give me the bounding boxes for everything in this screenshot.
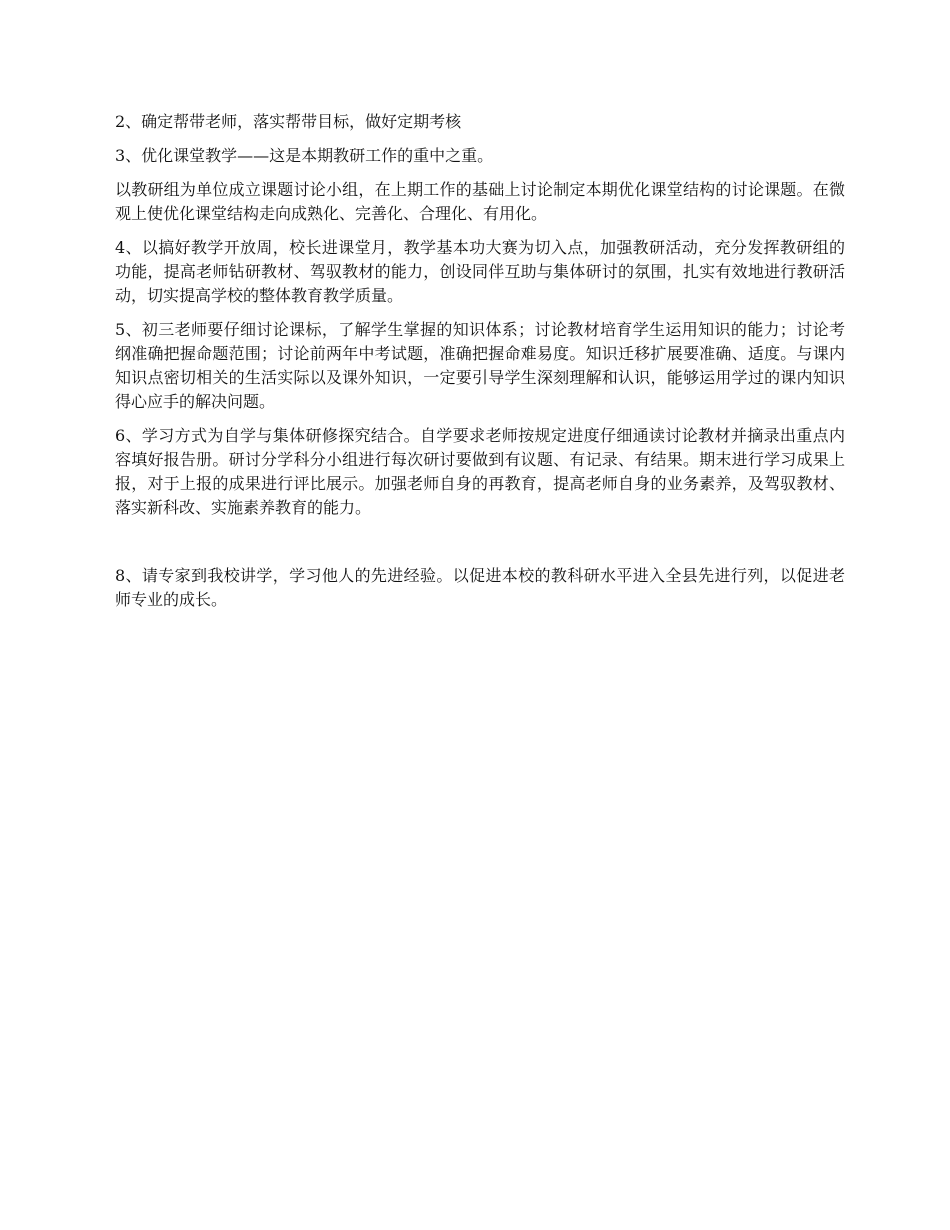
blank-gap	[115, 530, 845, 564]
paragraph-item-3: 3、优化课堂教学——这是本期教研工作的重中之重。	[115, 146, 494, 165]
document-page	[115, 110, 845, 622]
paragraph-item-6: 6、学习方式为自学与集体研修探究结合。自学要求老师按规定进度仔细通读讨论教材并摘录出重点内容填好报告册。研讨分学科分小组进行每次研讨要做到有议题、有记录、有结果。期末进行学习成果上报，对于上报的成果进行评比展示。加强老师自身的再教育，提高老师自身的业务素养，及驾驭教材、落实新科改、实施素养教育的能力。	[115, 426, 845, 517]
paragraph-item-5: 5、初三老师要仔细讨论课标，了解学生掌握的知识体系；讨论教材培育学生运用知识的能力；讨论考纲准确把握命题范围；讨论前两年中考试题，准确把握命难易度。知识迁移扩展要准确、适度。与课内知识点密切相关的生活实际以及课外知识，一定要引导学生深刻理解和认识，能够运用学过的课内知识得心应手的解决问题。	[115, 320, 845, 411]
paragraph-item-4: 4、以搞好教学开放周，校长进课堂月，教学基本功大赛为切入点，加强教研活动，充分发挥教研组的功能，提高老师钻研教材、驾驭教材的能力，创设同伴互助与集体研讨的氛围，扎实有效地进行教研活动，切实提高学校的整体教育教学质量。	[115, 238, 845, 305]
paragraph-item-8: 8、请专家到我校讲学，学习他人的先进经验。以促进本校的教科研水平进入全县先进行列，以促进老师专业的成长。	[115, 566, 845, 609]
paragraph-item-2: 2、确定帮带老师，落实帮带目标，做好定期考核	[115, 112, 462, 131]
paragraph-discussion-group: 以教研组为单位成立课题讨论小组，在上期工作的基础上讨论制定本期优化课堂结构的讨论课题。在微观上使优化课堂结构走向成熟化、完善化、合理化、有用化。	[115, 180, 845, 223]
